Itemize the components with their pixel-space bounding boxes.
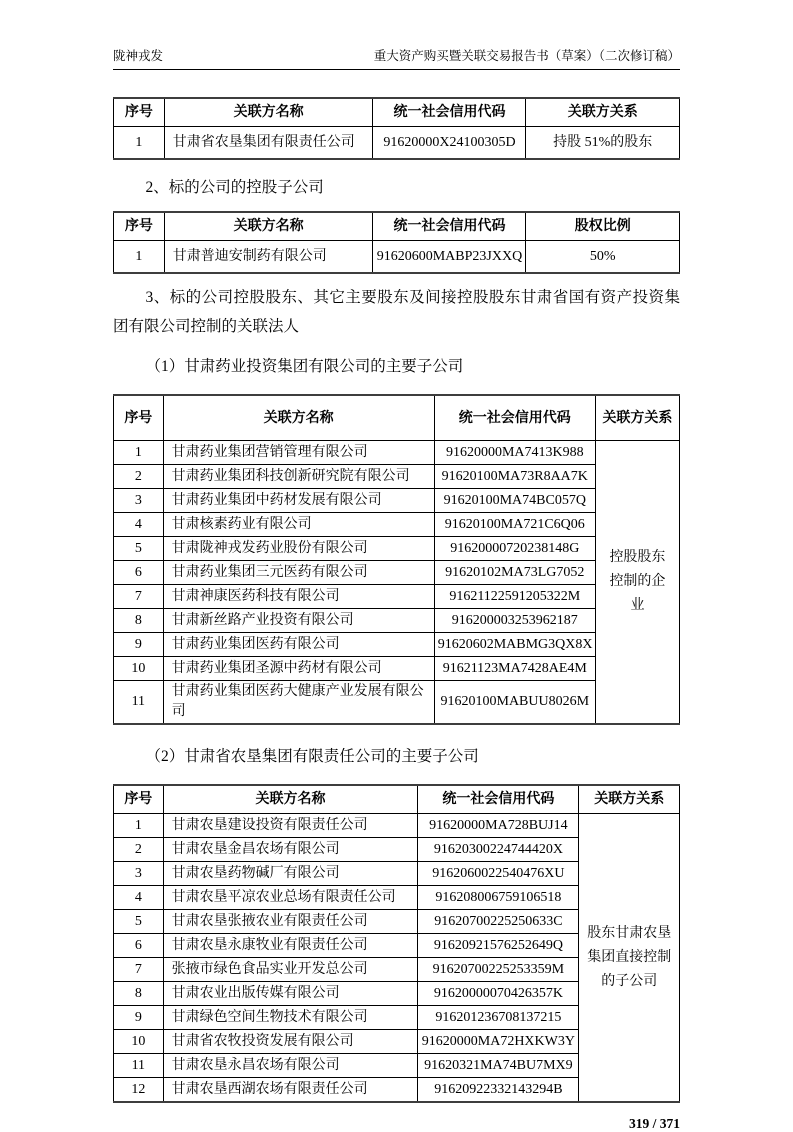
table-header-row: [114, 212, 680, 241]
target-controlled-subsidiary-table: [113, 211, 680, 274]
row-index: 6: [114, 934, 164, 958]
row-index: 8: [114, 982, 164, 1006]
party-name: 甘肃药业集团圣源中药材有限公司: [163, 657, 434, 681]
party-name: 甘肃省农垦集团有限责任公司: [164, 127, 373, 160]
row-index: 3: [114, 862, 164, 886]
nongken-group-subsidiaries-table: [113, 784, 680, 1103]
party-name: 甘肃农垦建设投资有限责任公司: [163, 814, 418, 838]
credit-code: 916208006759106518: [418, 886, 579, 910]
subsection-heading-1: （1）甘肃药业投资集团有限公司的主要子公司: [145, 358, 464, 375]
row-index: 12: [114, 1078, 164, 1103]
credit-code: 91621123MA7428AE4M: [434, 657, 595, 681]
party-name: 甘肃新丝路产业投资有限公司: [163, 609, 434, 633]
table-row: [114, 561, 680, 585]
section-heading-2: 2、标的公司的控股子公司: [145, 179, 324, 196]
party-name: 甘肃药业集团医药大健康产业发展有限公司: [163, 681, 434, 725]
target-controlling-shareholder-table: [113, 97, 680, 160]
table-header-row: [114, 785, 680, 814]
column-header: 关联方名称: [164, 98, 373, 127]
credit-code: 91620000MA728BUJ14: [418, 814, 579, 838]
column-header: 统一社会信用代码: [373, 212, 526, 241]
credit-code: 916200003253962187: [434, 609, 595, 633]
relation: 持股 51%的股东: [526, 127, 680, 160]
party-name: 甘肃药业集团科技创新研究院有限公司: [163, 465, 434, 489]
table-row: [114, 585, 680, 609]
row-index: 7: [114, 585, 164, 609]
credit-code: 91620321MA74BU7MX9: [418, 1054, 579, 1078]
row-index: 6: [114, 561, 164, 585]
party-name: 甘肃农垦张掖农业有限责任公司: [163, 910, 418, 934]
party-name: 甘肃普迪安制药有限公司: [164, 241, 373, 274]
column-header: 关联方名称: [163, 785, 418, 814]
credit-code: 91620100MA74BC057Q: [434, 489, 595, 513]
table-row: [114, 537, 680, 561]
party-name: 甘肃药业集团营销管理有限公司: [163, 441, 434, 465]
table-row: [114, 609, 680, 633]
table-row: [114, 814, 680, 838]
credit-code: 9162060022540476XU: [418, 862, 579, 886]
column-header: 关联方关系: [579, 785, 680, 814]
row-index: 2: [114, 838, 164, 862]
party-name: 甘肃药业集团医药有限公司: [163, 633, 434, 657]
row-index: 1: [114, 241, 165, 274]
row-index: 4: [114, 513, 164, 537]
party-name: 甘肃神康医药科技有限公司: [163, 585, 434, 609]
table-row: [114, 633, 680, 657]
credit-code: 91620000MA72HXKW3Y: [418, 1030, 579, 1054]
credit-code: 916201236708137215: [418, 1006, 579, 1030]
party-name: 甘肃药业集团中药材发展有限公司: [163, 489, 434, 513]
column-header: 序号: [114, 98, 165, 127]
row-index: 11: [114, 681, 164, 725]
table-row: [114, 241, 680, 274]
header-report-title: 重大资产购买暨关联交易报告书（草案）（二次修订稿）: [373, 49, 680, 63]
credit-code: 91620602MABMG3QX8X: [434, 633, 595, 657]
party-name: 甘肃农业出版传媒有限公司: [163, 982, 418, 1006]
party-name: 甘肃省农牧投资发展有限公司: [163, 1030, 418, 1054]
party-name: 甘肃农垦西湖农场有限责任公司: [163, 1078, 418, 1103]
credit-code: 91620102MA73LG7052: [434, 561, 595, 585]
credit-code: 91620922332143294B: [418, 1078, 579, 1103]
credit-code: 91620000070426357K: [418, 982, 579, 1006]
row-index: 9: [114, 633, 164, 657]
credit-code: 91620700225253359M: [418, 958, 579, 982]
column-header: 统一社会信用代码: [373, 98, 526, 127]
table-header-row: [114, 98, 680, 127]
table-row: [114, 489, 680, 513]
column-header: 统一社会信用代码: [434, 395, 595, 441]
credit-code: 91620000X24100305D: [373, 127, 526, 160]
credit-code: 91620700225250633C: [418, 910, 579, 934]
row-index: 5: [114, 910, 164, 934]
party-name: 甘肃陇神戎发药业股份有限公司: [163, 537, 434, 561]
column-header: 序号: [114, 785, 164, 814]
party-name: 甘肃农垦金昌农场有限公司: [163, 838, 418, 862]
relation-merged-cell: 股东甘肃农垦集团直接控制的子公司: [579, 814, 680, 1103]
header-company-short-name: 陇神戎发: [113, 49, 164, 63]
pharma-group-subsidiaries-table: [113, 394, 680, 725]
row-index: 4: [114, 886, 164, 910]
credit-code: 91620921576252649Q: [418, 934, 579, 958]
row-index: 9: [114, 1006, 164, 1030]
party-name: 甘肃绿色空间生物技术有限公司: [163, 1006, 418, 1030]
credit-code: 91620600MABP23JXXQ: [373, 241, 526, 274]
credit-code: 91620000720238148G: [434, 537, 595, 561]
row-index: 7: [114, 958, 164, 982]
row-index: 1: [114, 814, 164, 838]
party-name: 张掖市绿色食品实业开发总公司: [163, 958, 418, 982]
subsection-heading-2: （2）甘肃省农垦集团有限责任公司的主要子公司: [145, 748, 479, 765]
credit-code: 91620100MABUU8026M: [434, 681, 595, 725]
row-index: 2: [114, 465, 164, 489]
party-name: 甘肃农垦平凉农业总场有限责任公司: [163, 886, 418, 910]
column-header: 关联方关系: [595, 395, 679, 441]
credit-code: 91620300224744420X: [418, 838, 579, 862]
row-index: 10: [114, 657, 164, 681]
row-index: 11: [114, 1054, 164, 1078]
row-index: 10: [114, 1030, 164, 1054]
column-header: 股权比例: [526, 212, 680, 241]
table-row: [114, 465, 680, 489]
column-header: 关联方关系: [526, 98, 680, 127]
credit-code: 91621122591205322M: [434, 585, 595, 609]
row-index: 1: [114, 127, 165, 160]
party-name: 甘肃农垦药物碱厂有限公司: [163, 862, 418, 886]
credit-code: 91620100MA73R8AA7K: [434, 465, 595, 489]
running-header: [113, 48, 680, 70]
column-header: 序号: [114, 212, 165, 241]
party-name: 甘肃农垦永康牧业有限责任公司: [163, 934, 418, 958]
column-header: 统一社会信用代码: [418, 785, 579, 814]
row-index: 8: [114, 609, 164, 633]
table-row: [114, 441, 680, 465]
credit-code: 91620000MA7413K988: [434, 441, 595, 465]
table-row: [114, 657, 680, 681]
relation: 50%: [526, 241, 680, 274]
relation-merged-cell: 控股股东控制的企业: [595, 441, 679, 725]
party-name: 甘肃核素药业有限公司: [163, 513, 434, 537]
section-heading-3: 3、标的公司控股股东、其它主要股东及间接控股股东甘肃省国有资产投资集团有限公司控制的关联法人: [113, 289, 680, 335]
column-header: 序号: [114, 395, 164, 441]
table-row: [114, 127, 680, 160]
table-row: [114, 681, 680, 725]
column-header: 关联方名称: [163, 395, 434, 441]
page-number: 319 / 371: [628, 1116, 680, 1131]
row-index: 3: [114, 489, 164, 513]
column-header: 关联方名称: [164, 212, 373, 241]
row-index: 5: [114, 537, 164, 561]
party-name: 甘肃药业集团三元医药有限公司: [163, 561, 434, 585]
party-name: 甘肃农垦永昌农场有限公司: [163, 1054, 418, 1078]
table-row: [114, 513, 680, 537]
table-header-row: [114, 395, 680, 441]
credit-code: 91620100MA721C6Q06: [434, 513, 595, 537]
row-index: 1: [114, 441, 164, 465]
